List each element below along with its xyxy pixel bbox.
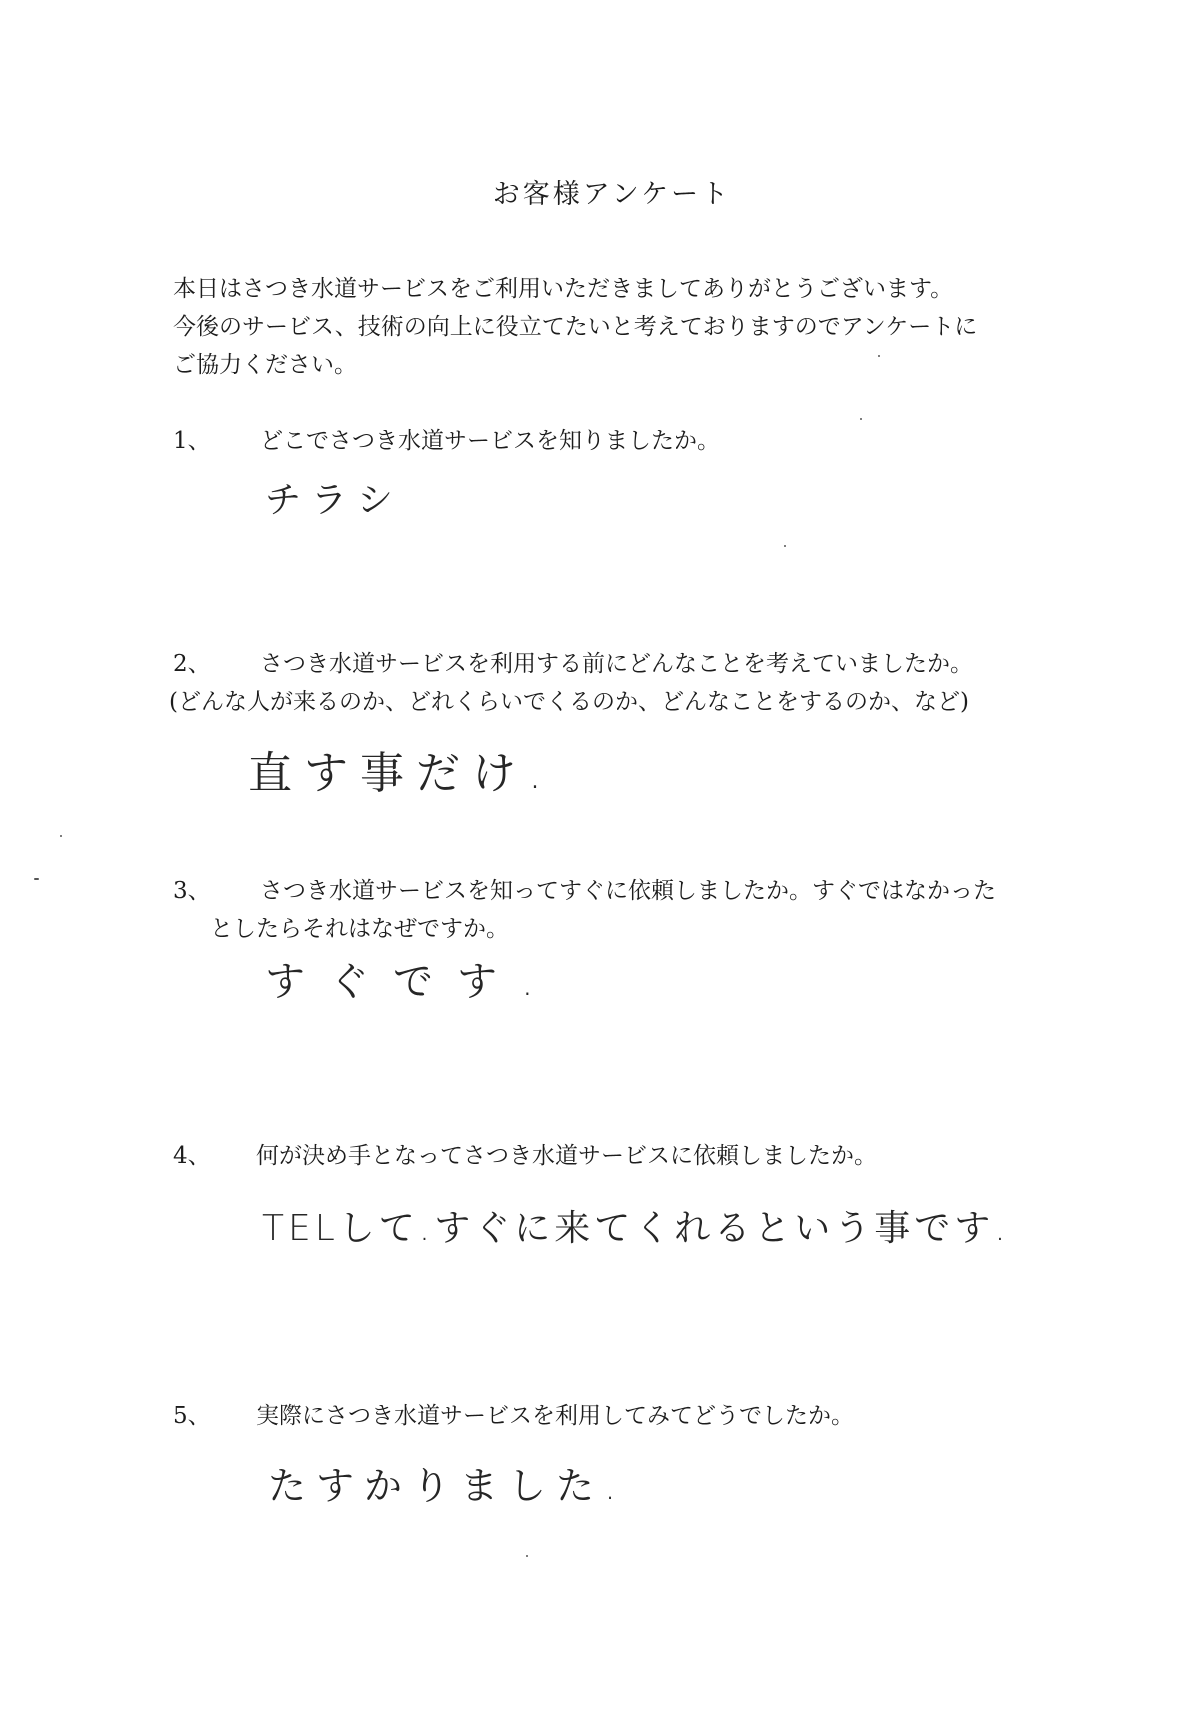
question-5-text: 実際にさつき水道サービスを利用してみてどうでしたか。 (256, 1403, 854, 1429)
question-3-subtext: としたらそれはなぜですか。 (210, 916, 509, 942)
answer-5-handwritten: たすかりました. (268, 1464, 627, 1508)
scan-speck (526, 1555, 528, 1557)
answer-3-handwritten: すぐです. (265, 959, 558, 1005)
question-1-number: 1、 (173, 428, 211, 454)
question-2-subtext: (どんな人が来るのか、どれくらいでくるのか、どんなことをするのか、など) (169, 689, 969, 715)
answer-4-handwritten: TELして.すぐに来てくれるという事です. (262, 1208, 1010, 1249)
answer-1-handwritten: チラシ (265, 480, 404, 521)
question-4-number: 4、 (173, 1143, 211, 1169)
question-2-text: さつき水道サービスを利用する前にどんなことを考えていましたか。 (260, 651, 973, 677)
scan-speck (60, 835, 62, 837)
intro-line: 今後のサービス、技術の向上に役立てたいと考えておりますのでアンケートに (173, 314, 978, 340)
question-3-number: 3、 (173, 878, 211, 904)
question-3-text: さつき水道サービスを知ってすぐに依頼しましたか。すぐではなかった (260, 878, 996, 904)
question-2-number: 2、 (173, 651, 211, 677)
answer-2-handwritten: 直す事だけ. (248, 748, 554, 799)
question-4-text: 何が決め手となってさつき水道サービスに依頼しましたか。 (256, 1143, 877, 1169)
intro-line: ご協力ください。 (173, 352, 357, 378)
question-5-number: 5、 (173, 1403, 211, 1429)
intro-line: 本日はさつき水道サービスをご利用いただきましてありがとうございます。 (173, 276, 954, 302)
scan-speck (34, 878, 39, 880)
intro-paragraph (173, 270, 977, 384)
question-1-text: どこでさつき水道サービスを知りましたか。 (260, 428, 720, 454)
survey-title: お客様アンケート (492, 179, 732, 210)
scan-speck (860, 418, 862, 420)
scan-speck (784, 545, 786, 547)
scan-speck (878, 355, 880, 357)
